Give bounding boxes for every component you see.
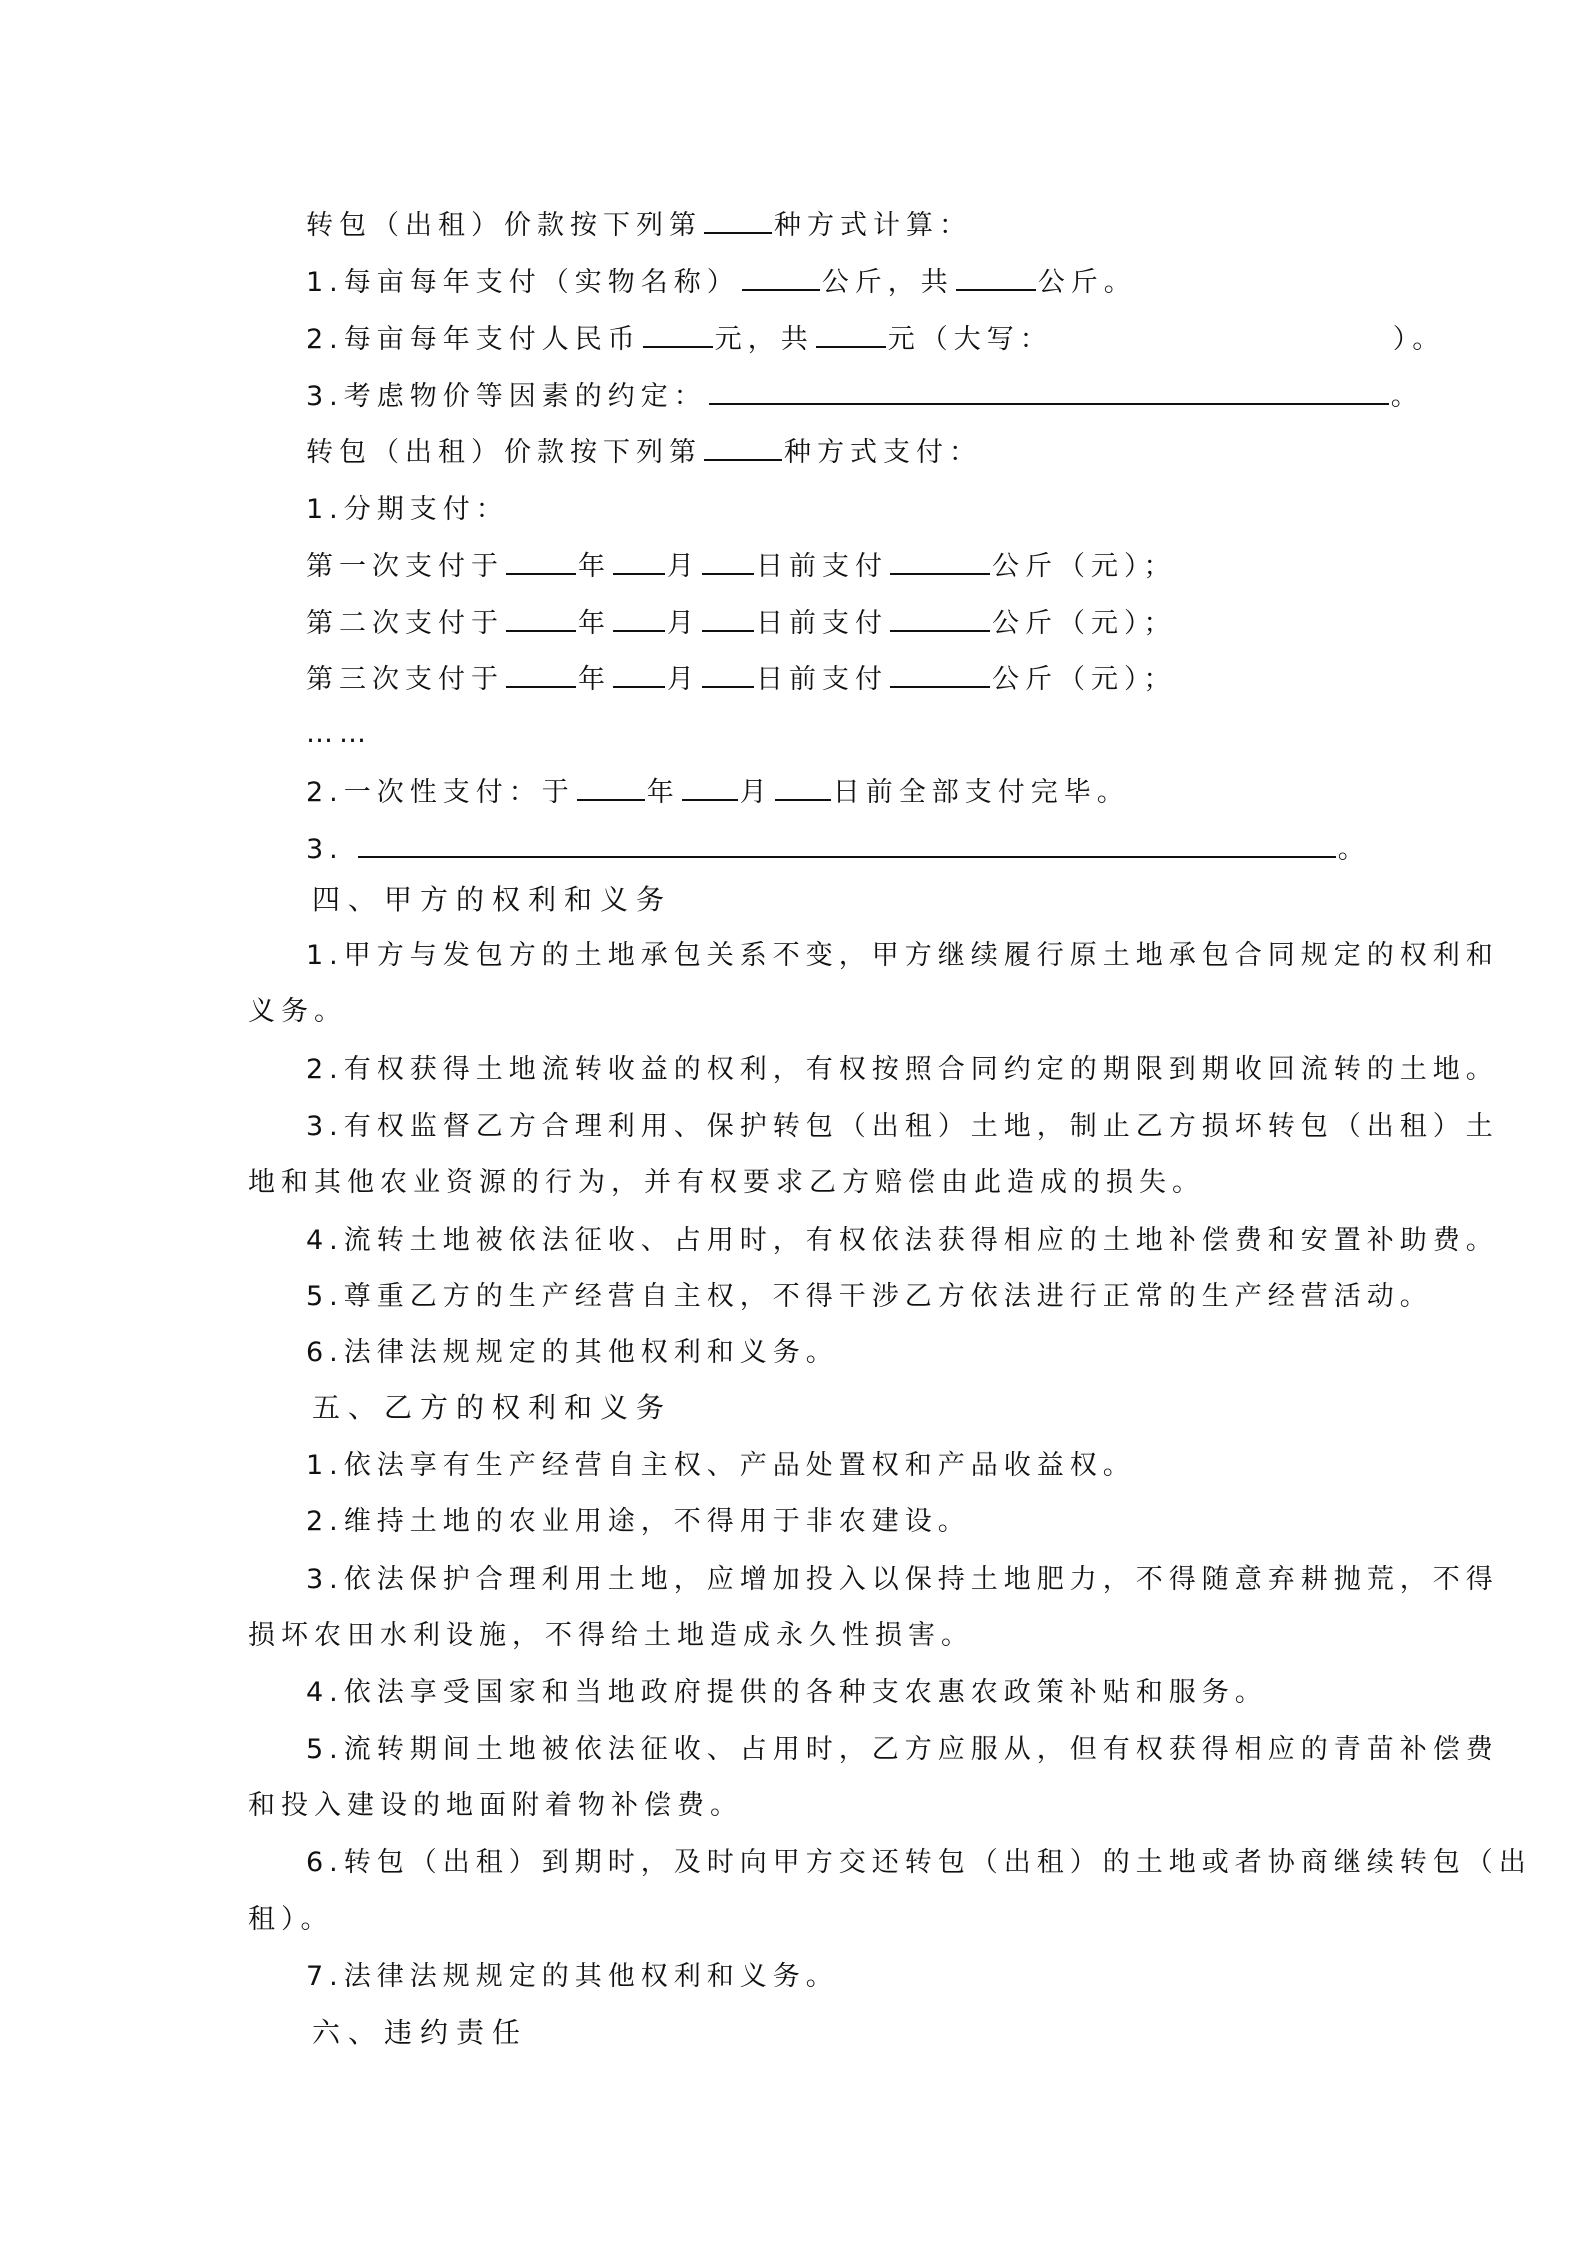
pay-lump-month: 月 <box>739 777 773 808</box>
section-5-p5-line1: 5.流转期间土地被依法征收、占用时，乙方应服从，但有权获得相应的青苗补偿费 <box>306 1734 1499 1765</box>
blank-field[interactable] <box>709 377 1389 405</box>
blank-field[interactable] <box>890 547 990 575</box>
calc-item-2-text: 2.每亩每年支付人民币 <box>306 324 641 355</box>
blank-field[interactable] <box>890 604 990 632</box>
pay-lump-text: 2.一次性支付：于 <box>306 777 575 808</box>
pay-lump-year: 年 <box>646 777 680 808</box>
blank-field[interactable] <box>702 660 754 688</box>
blank-field[interactable] <box>742 263 820 291</box>
blank-field[interactable] <box>506 547 576 575</box>
pay-row-month: 月 <box>667 608 700 639</box>
calc-intro <box>306 206 972 246</box>
blank-field[interactable] <box>956 263 1036 291</box>
calc-intro-text-end: 种方式计算： <box>774 210 972 241</box>
blank-field[interactable] <box>613 547 665 575</box>
calc-intro-text: 转包（出租）价款按下列第 <box>306 210 702 241</box>
section-5-p6-line2: 租）。 <box>248 1904 334 1935</box>
pay-lump-sum <box>306 773 1130 813</box>
pay-row-year: 年 <box>578 608 611 639</box>
pay-row-lead: 第三次支付于 <box>306 664 504 695</box>
section-6-heading: 六、违约责任 <box>312 2016 529 2049</box>
pay-intro-text-end: 种方式支付： <box>784 437 982 468</box>
section-4-p1-line2: 义务。 <box>248 996 347 1027</box>
pay-row-day: 日前支付 <box>756 608 888 639</box>
blank-field[interactable] <box>890 660 990 688</box>
calc-item-1 <box>306 263 1137 303</box>
section-5-p3-line2: 损坏农田水利设施，不得给土地造成永久性损害。 <box>248 1620 974 1651</box>
pay-row-2 <box>306 604 1177 644</box>
pay-intro <box>306 433 982 473</box>
calc-item-2-text-mid: 元，共 <box>714 324 814 355</box>
blank-field[interactable] <box>358 830 1336 858</box>
pay-installment: 1.分期支付： <box>306 494 509 525</box>
pay-row-month: 月 <box>667 664 700 695</box>
calc-item-2-text-end: ）。 <box>1392 324 1446 355</box>
pay-row-1 <box>306 547 1177 587</box>
pay-intro-text: 转包（出租）价款按下列第 <box>306 437 702 468</box>
pay-ellipsis: …… <box>306 718 372 749</box>
calc-item-1-text-mid: 公斤，共 <box>821 267 954 298</box>
pay-row-month: 月 <box>667 551 700 582</box>
calc-item-1-text: 1.每亩每年支付（实物名称） <box>306 267 740 298</box>
pay-item-3-number: 3. <box>306 834 344 865</box>
calc-item-2-text-amount: 元（大写： <box>887 324 1053 355</box>
pay-row-3 <box>306 660 1177 700</box>
pay-row-unit: 公斤（元）； <box>992 664 1177 695</box>
pay-row-day: 日前支付 <box>756 664 888 695</box>
pay-row-unit: 公斤（元）； <box>992 551 1177 582</box>
pay-row-unit: 公斤（元）； <box>992 608 1177 639</box>
blank-field[interactable] <box>506 604 576 632</box>
section-4-p5: 5.尊重乙方的生产经营自主权，不得干涉乙方依法进行正常的生产经营活动。 <box>306 1281 1433 1312</box>
pay-row-year: 年 <box>578 664 611 695</box>
section-4-p3-line1: 3.有权监督乙方合理利用、保护转包（出租）土地，制止乙方损坏转包（出租）土 <box>306 1111 1499 1142</box>
blank-field[interactable] <box>704 206 772 234</box>
blank-field[interactable] <box>613 604 665 632</box>
section-5-p3-line1: 3.依法保护合理利用土地，应增加投入以保持土地肥力，不得随意弃耕抛荒，不得 <box>306 1564 1499 1595</box>
section-4-p2: 2.有权获得土地流转收益的权利，有权按照合同约定的期限到期收回流转的土地。 <box>306 1054 1499 1085</box>
section-5-p4: 4.依法享受国家和当地政府提供的各种支农惠农政策补贴和服务。 <box>306 1677 1268 1708</box>
calc-item-3-end: 。 <box>1390 381 1424 412</box>
calc-item-1-text-end: 公斤。 <box>1037 267 1137 298</box>
pay-row-lead: 第二次支付于 <box>306 608 504 639</box>
section-4-p4: 4.流转土地被依法征收、占用时，有权依法获得相应的土地补偿费和安置补助费。 <box>306 1225 1499 1256</box>
blank-field[interactable] <box>702 604 754 632</box>
blank-field[interactable] <box>702 547 754 575</box>
section-5-heading: 五、乙方的权利和义务 <box>312 1391 673 1424</box>
section-5-p6-line1: 6.转包（出租）到期时，及时向甲方交还转包（出租）的土地或者协商继续转包（出 <box>306 1847 1532 1878</box>
section-5-p7: 7.法律法规规定的其他权利和义务。 <box>306 1961 839 1992</box>
pay-row-day: 日前支付 <box>756 551 888 582</box>
pay-item-3-end: 。 <box>1337 834 1371 865</box>
blank-field[interactable] <box>682 773 738 801</box>
section-5-p5-line2: 和投入建设的地面附着物补偿费。 <box>248 1790 743 1821</box>
section-4-p3-line2: 地和其他农业资源的行为，并有权要求乙方赔偿由此造成的损失。 <box>248 1167 1205 1198</box>
calc-item-3-text: 3.考虑物价等因素的约定： <box>306 381 707 412</box>
blank-field[interactable] <box>775 773 831 801</box>
blank-field[interactable] <box>816 320 886 348</box>
blank-field[interactable] <box>577 773 645 801</box>
calc-item-3 <box>306 377 1424 417</box>
section-5-p2: 2.维持土地的农业用途，不得用于非农建设。 <box>306 1506 971 1537</box>
pay-row-lead: 第一次支付于 <box>306 551 504 582</box>
pay-lump-end: 日前全部支付完毕。 <box>832 777 1130 808</box>
blank-field[interactable] <box>613 660 665 688</box>
pay-item-3 <box>306 830 1371 870</box>
section-4-p1-line1: 1.甲方与发包方的土地承包关系不变，甲方继续履行原土地承包合同规定的权利和 <box>306 940 1499 971</box>
blank-field[interactable] <box>643 320 713 348</box>
blank-field[interactable] <box>704 433 782 461</box>
blank-field[interactable] <box>506 660 576 688</box>
section-4-heading: 四、甲方的权利和义务 <box>312 883 673 916</box>
pay-row-year: 年 <box>578 551 611 582</box>
section-4-p6: 6.法律法规规定的其他权利和义务。 <box>306 1337 839 1368</box>
calc-item-2 <box>306 320 1445 360</box>
section-5-p1: 1.依法享有生产经营自主权、产品处置权和产品收益权。 <box>306 1450 1136 1481</box>
